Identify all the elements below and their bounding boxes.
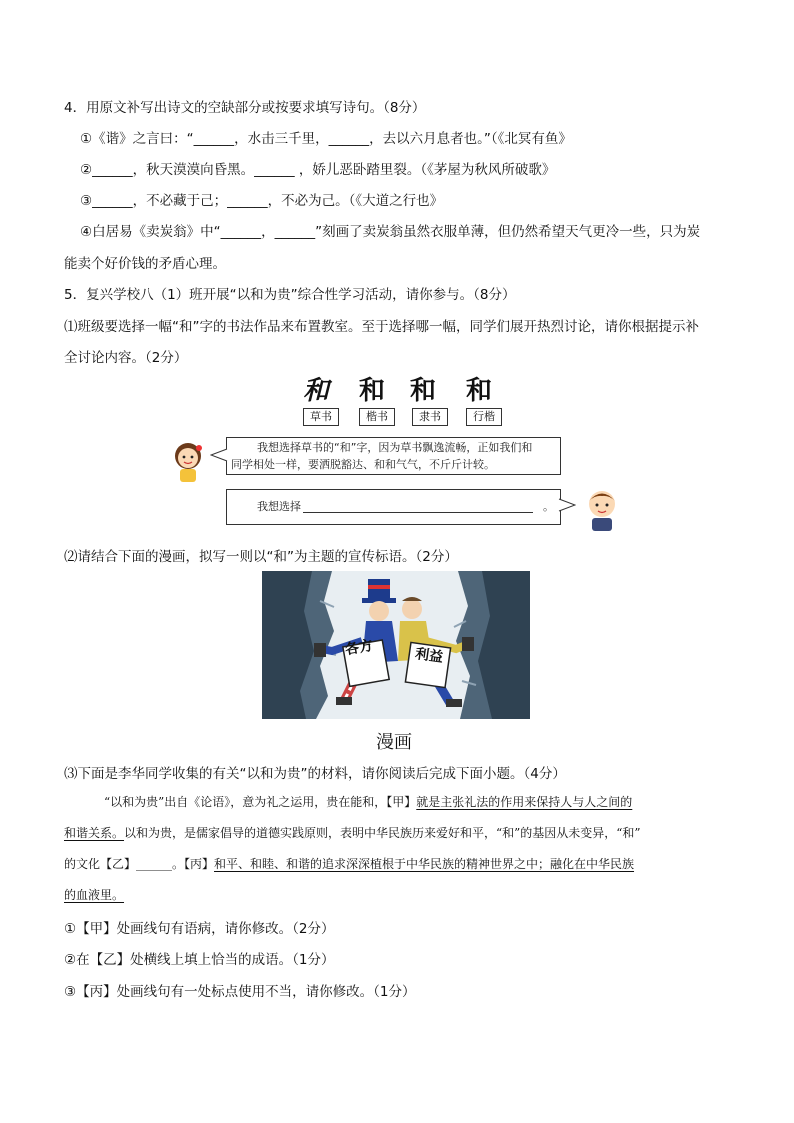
calligraphy-cursive: 和	[303, 376, 330, 406]
passage-line1-text: “以和为贵”出自《论语》，意为礼之运用，贵在能和，【甲】	[104, 795, 417, 809]
q5-title: 5．复兴学校八（1）班开展“以和为贵”综合性学习活动，请你参与。（8分）	[64, 287, 516, 303]
q5-part3: ⑶下面是李华同学收集的有关“以和为贵”的材料，请你阅读后完成下面小题。（4分）	[64, 766, 566, 782]
cartoon-image	[262, 571, 530, 719]
girl-avatar	[170, 440, 206, 484]
bubble2-prefix: 我想选择	[257, 500, 301, 513]
cartoon-sign-left: 各方	[343, 637, 375, 659]
style-tag-cursive: 草书	[303, 408, 339, 426]
speech-bubble-boy	[226, 489, 561, 525]
passage-underline-jia-end: 和谐关系。	[64, 826, 125, 840]
q4-line3: ③______，不必藏于己；______，不必为己。（《大道之行也》	[80, 193, 444, 209]
style-tag-running: 行楷	[466, 408, 502, 426]
calligraphy-running: 和	[466, 376, 493, 406]
q4-title: 4．用原文补写出诗文的空缺部分或按要求填写诗句。（8分）	[64, 100, 426, 116]
bubble2-answer-line[interactable]	[303, 512, 533, 513]
passage-line2	[64, 824, 641, 841]
passage-line4	[64, 886, 124, 903]
bubble1-pointer	[210, 448, 228, 462]
sub-question-2: ②在【乙】处横线上填上恰当的成语。（1分）	[64, 952, 335, 968]
q4-line1: ①《谐》之言曰：“______，水击三千里，______，去以六月息者也。”（《北冥有鱼》	[80, 131, 572, 147]
q4-line4: ④白居易《卖炭翁》中“______，______”刻画了卖炭翁虽然衣服单薄，但仍然希望天气更冷一些，只为炭	[80, 224, 701, 240]
passage-line3-text: 的文化【乙】______。【丙】	[64, 857, 215, 871]
passage-line2-text: 以和为贵，是儒家倡导的道德实践原则，表明中华民族历来爱好和平，“和”的基因从未变异，“和”	[124, 826, 641, 840]
bubble2-pointer	[558, 498, 576, 512]
passage-underline-bing: 和平、和睦、和谐的追求深深植根于中华民族的精神世界之中；融化在中华民族	[214, 857, 635, 871]
passage-line3	[64, 855, 634, 872]
bubble1-line1: 我想选择草书的“和”字，因为草书飘逸流畅，正如我们和	[257, 441, 533, 454]
passage-underline-jia: 就是主张礼法的作用来保持人与人之间的	[416, 795, 633, 809]
calligraphy-clerical: 和	[410, 376, 437, 406]
passage-underline-bing-end: 的血液里。	[64, 888, 125, 902]
speech-bubble-girl	[226, 437, 561, 475]
cartoon-caption: 漫画	[376, 732, 412, 753]
q5-part1-cont: 全讨论内容。（2分）	[64, 350, 188, 366]
sub-question-3: ③【丙】处画线句有一处标点使用不当，请你修改。（1分）	[64, 984, 416, 1000]
bubble2-period: 。	[543, 500, 554, 513]
calligraphy-regular: 和	[359, 376, 386, 406]
q5-part2: ⑵请结合下面的漫画，拟写一则以“和”为主题的宣传标语。（2分）	[64, 549, 458, 565]
sub-question-1: ①【甲】处画线句有语病，请你修改。（2分）	[64, 921, 335, 937]
q5-part1: ⑴班级要选择一幅“和”字的书法作品来布置教室。至于选择哪一幅，同学们展开热烈讨论，请你根据提示补	[64, 319, 699, 335]
bubble1-line2: 同学相处一样，要洒脱豁达、和和气气，不斤斤计较。	[231, 458, 495, 471]
cartoon-sign-right: 利益	[414, 646, 444, 666]
q4-line4-cont: 能卖个好价钱的矛盾心理。	[64, 256, 226, 272]
passage-line1	[104, 793, 632, 810]
style-tag-clerical: 隶书	[412, 408, 448, 426]
style-tag-regular: 楷书	[359, 408, 395, 426]
q4-line2: ②______，秋天漠漠向昏黑。______ ，娇儿恶卧踏里裂。（《茅屋为秋风所破歌》	[80, 162, 556, 178]
boy-avatar	[584, 486, 620, 532]
